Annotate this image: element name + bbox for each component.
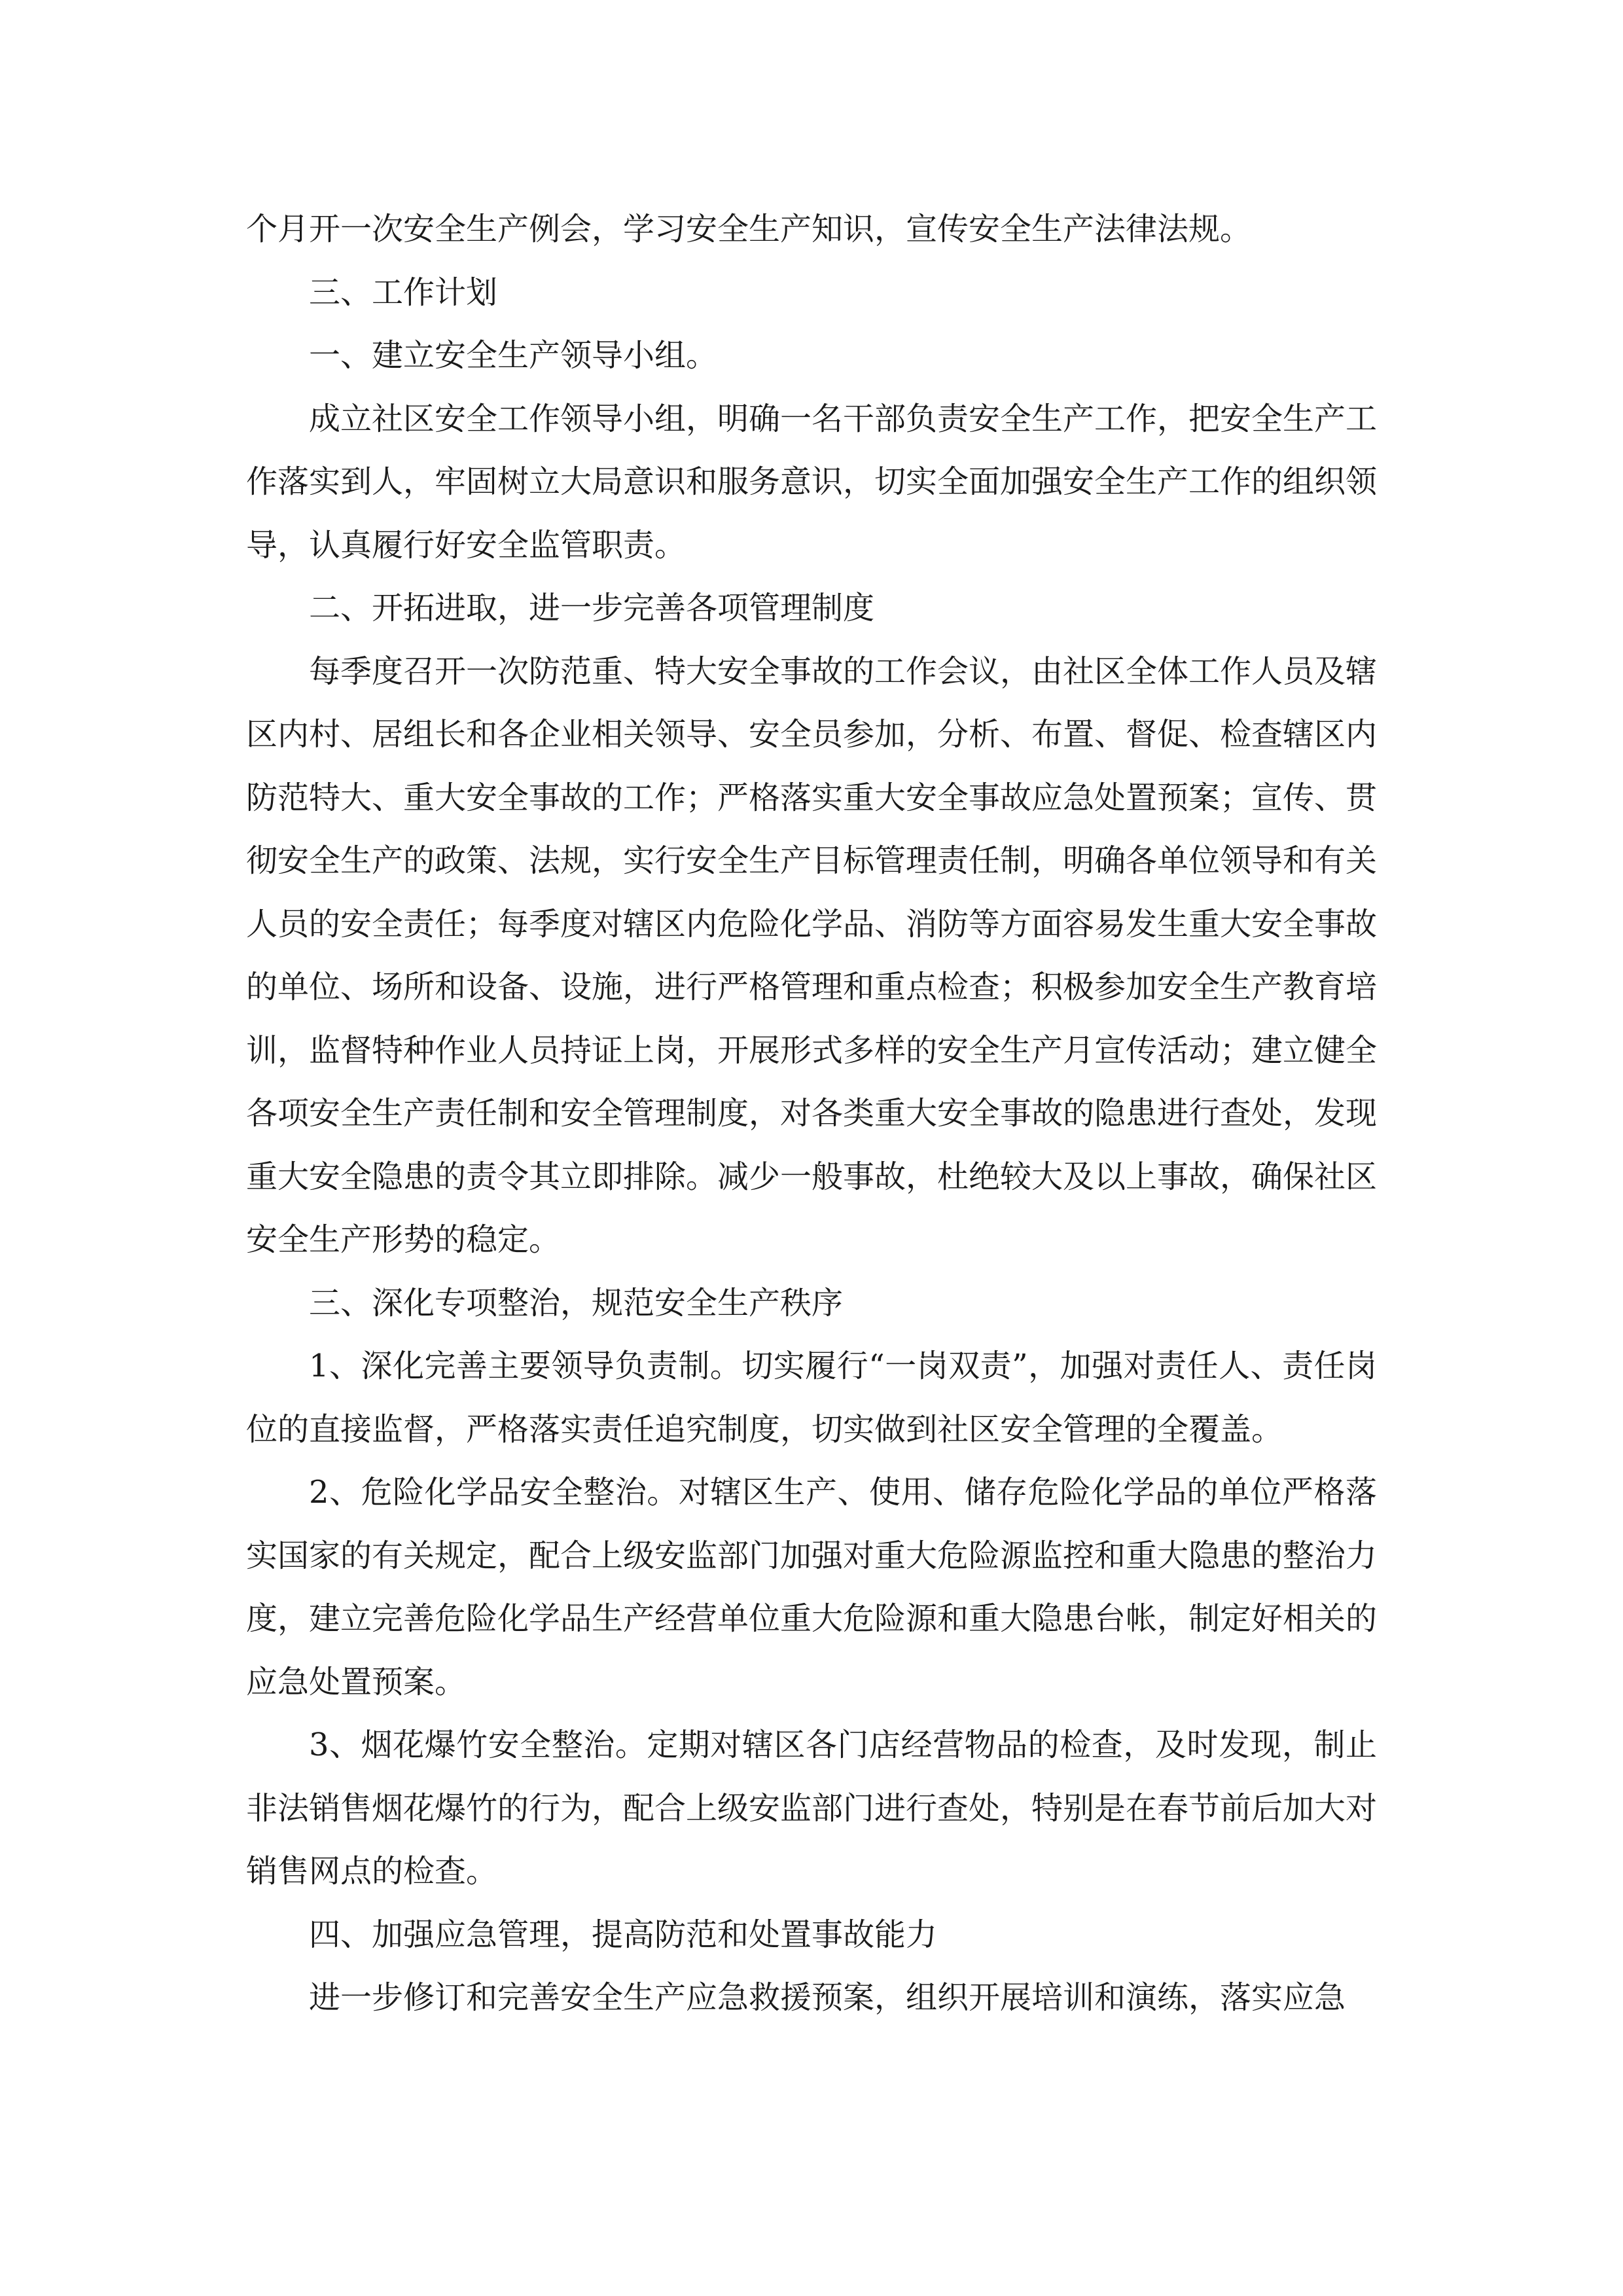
document-body — [246, 198, 1377, 2030]
body-paragraph-1: 成立社区安全工作领导小组，明确一名干部负责安全生产工作，把安全生产工作落实到人，牢固树立大局意识和服务意识，切实全面加强安全生产工作的组织领导，认真履行好安全监管职责。 — [246, 400, 1378, 564]
list-item-3-1: 1、深化完善主要领导负责制。切实履行“一岗双责”，加强对责任人、责任岗位的直接监督，严格落实责任追究制度，切实做到社区安全管理的全覆盖。 — [246, 1348, 1377, 1448]
list-item-3-2: 2、危险化学品安全整治。对辖区生产、使用、储存危险化学品的单位严格落实国家的有关规定，配合上级安监部门加强对重大危险源监控和重大隐患的整治力度，建立完善危险化学品生产经营单位重大危险源和重大隐患台帐，制定好相关的应急处置预案。 — [246, 1474, 1378, 1700]
section-heading-work-plan: 三、工作计划 — [309, 274, 498, 311]
section-heading-4: 四、加强应急管理，提高防范和处置事故能力 — [309, 1916, 938, 1953]
body-paragraph-4: 进一步修订和完善安全生产应急救援预案，组织开展培训和演练，落实应急 — [309, 1979, 1346, 2016]
continuation-paragraph: 个月开一次安全生产例会，学习安全生产知识，宣传安全生产法律法规。 — [246, 211, 1252, 247]
section-heading-3: 三、深化专项整治，规范安全生产秩序 — [309, 1284, 844, 1321]
body-paragraph-2: 每季度召开一次防范重、特大安全事故的工作会议，由社区全体工作人员及辖区内村、居组长和各企业相关领导、安全员参加，分析、布置、督促、检查辖区内防范特大、重大安全事故的工作；严格落实重大安全事故应急处置预案；宣传、贯彻安全生产的政策、法规，实行安全生产目标管理责任制，明确各单位领导和有关人员的安全责任；每季度对辖区内危险化学品、消防等方面容易发生重大安全事故的单位、场所和设备、设施，进行严格管理和重点检查；积极参加安全生产教育培训，监督特种作业人员持证上岗，开展形式多样的安全生产月宣传活动；建立健全各项安全生产责任制和安全管理制度，对各类重大安全事故的隐患进行查处，发现重大安全隐患的责令其立即排除。减少一般事故，杜绝较大及以上事故，确保社区安全生产形势的稳定。 — [246, 653, 1378, 1258]
section-heading-1: 一、建立安全生产领导小组。 — [309, 337, 718, 374]
section-heading-2: 二、开拓进取，进一步完善各项管理制度 — [309, 590, 875, 626]
list-item-3-3: 3、烟花爆竹安全整治。定期对辖区各门店经营物品的检查，及时发现，制止非法销售烟花爆竹的行为，配合上级安监部门进行查处，特别是在春节前后加大对销售网点的检查。 — [246, 1727, 1378, 1890]
